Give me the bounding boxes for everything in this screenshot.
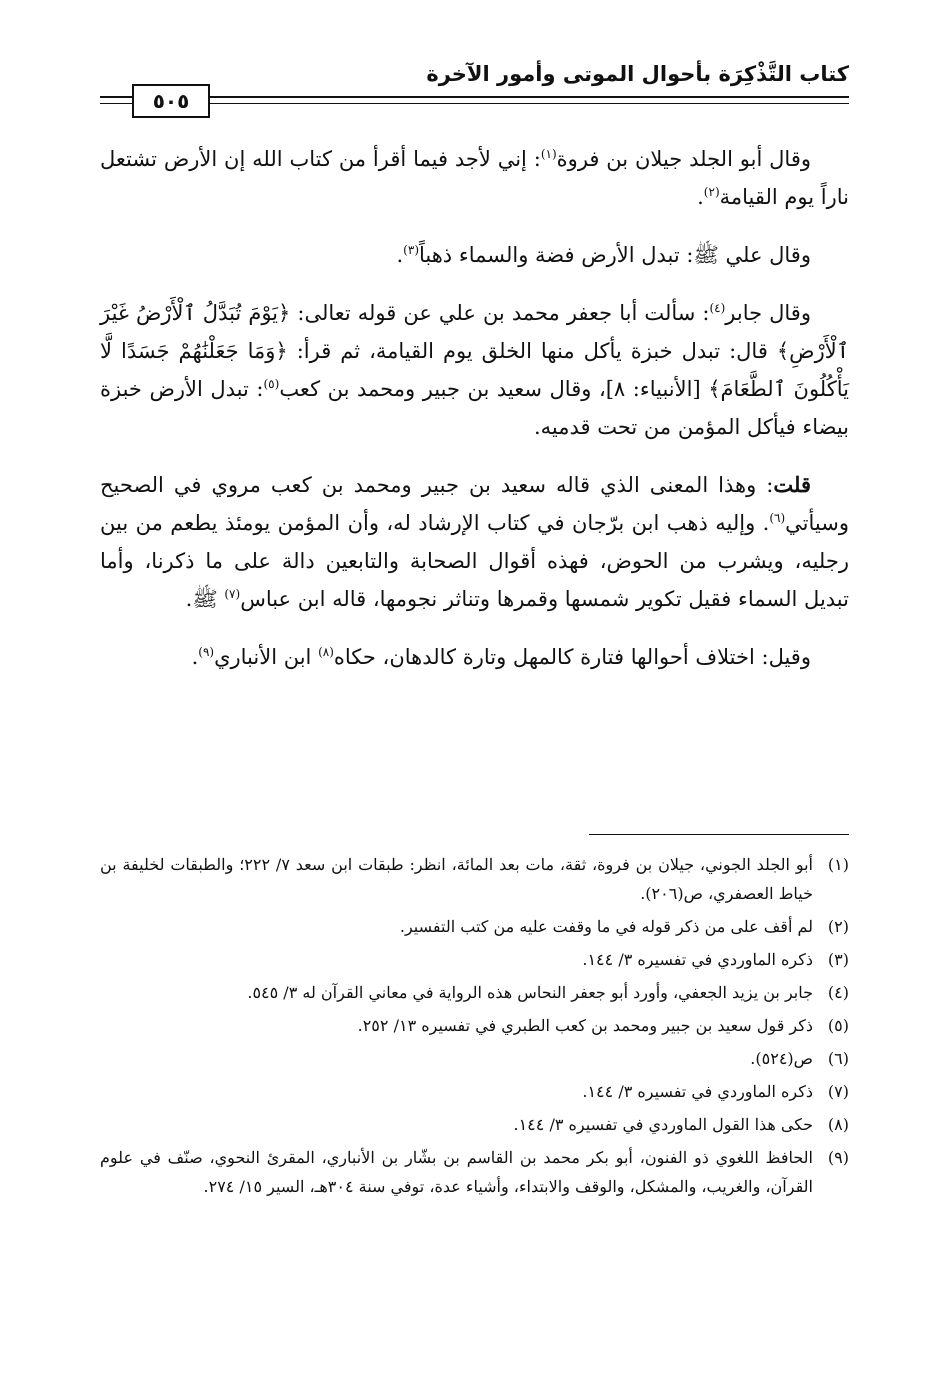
footnote-item [100,912,849,941]
footnote-marker: (٨) [318,645,334,659]
paragraph-text: ابن الأنباري [214,645,319,669]
footnote-number: (٥) [827,1016,849,1035]
paragraph-1 [100,140,849,216]
footnote-marker: (٤) [709,301,726,315]
footnote-text: ذكره الماوردي في تفسيره ٣/ ١٤٤. [582,950,813,969]
footnote-number: (٣) [827,950,849,969]
footnote-marker: (٣) [403,243,419,257]
footnote-separator [589,834,849,835]
footnote-marker: (٢) [703,185,720,199]
paragraph-text: . [396,243,404,267]
footnote-marker: (٧) [224,587,241,601]
page-number: ٥٠٥ [132,84,210,118]
paragraph-text: وقال أبو الجلد جيلان بن فروة [556,147,811,171]
footnote-number: (٢) [827,917,849,936]
paragraph-text: : سألت أبا جعفر محمد بن علي عن قوله تعالى: ﴿يَوْمَ تُبَدَّلُ ٱلْأَرْضُ غَيْرَ ٱلْأَرْضِ﴾ قال: تبدل خبزة يأكل منها الخلق يوم القيامة، ثم قرأ: ﴿وَمَا جَعَلْنَٰهُمْ جَسَدًا لَّا يَأْكُلُونَ ٱلطَّعَامَ﴾ [الأنبياء: ٨]، وقال سعيد بن جبير ومحمد بن كعب [100,301,849,401]
footnote-number: (٨) [827,1115,849,1134]
paragraph-text: . [191,645,199,669]
paragraph-text: وقال جابر [725,301,811,325]
footnotes [100,850,849,1205]
footnote-item [100,1110,849,1139]
footnote-item [100,1044,849,1073]
paragraph-text: . [697,185,704,209]
paragraph-text: وقال علي ﷺ: تبدل الأرض فضة والسماء ذهباً [419,243,811,267]
footnote-number: (٤) [827,983,849,1002]
footnote-marker: (٥) [263,377,280,391]
paragraph-3 [100,294,849,446]
header-rule-thin [100,103,849,104]
paragraph-text: ﷺ. [185,587,225,611]
paragraph-text: : وهذا المعنى الذي قاله سعيد بن جبير ومحمد بن كعب مروي في الصحيح وسيأتي [100,473,849,535]
paragraph-text: : تبدل الأرض خبزة بيضاء فيأكل المؤمن من تحت قدميه. [100,377,849,439]
footnote-marker: (٩) [198,645,215,659]
main-text [100,140,849,696]
footnote-text: ص(٥٢٤). [750,1049,813,1068]
paragraph-text: . وإليه ذهب ابن برّجان في كتاب الإرشاد له، وأن المؤمن يومئذ يطعم من بين رجليه، ويشرب من الحوض، فهذه أقوال الصحابة والتابعين دالة على ما ذكرنا، وأما تبديل السماء فقيل تكوير شمسها وقمرها وتناثر نجومها، قاله ابن عباس [100,511,849,611]
footnote-item [100,850,849,908]
paragraph-2 [100,236,849,274]
footnote-text: جابر بن يزيد الجعفي، وأورد أبو جعفر النحاس هذه الرواية في معاني القرآن له ٣/ ٥٤٥. [247,983,813,1002]
paragraph-text: : إني لأجد فيما أقرأ من كتاب الله إن الأرض تشتعل ناراً يوم القيامة [100,147,849,209]
paragraph-4 [100,466,849,618]
running-title: كتاب التَّذْكِرَة بأحوال الموتى وأمور الآخرة [426,62,849,86]
paragraph-text: وقيل: اختلاف أحوالها فتارة كالمهل وتارة كالدهان، حكاه [333,645,811,669]
footnote-item [100,1143,849,1201]
paragraph-5 [100,638,849,676]
footnote-text: حكى هذا القول الماوردي في تفسيره ٣/ ١٤٤. [513,1115,813,1134]
header-rule [100,96,849,98]
footnote-item [100,1011,849,1040]
footnote-item [100,945,849,974]
footnote-number: (٧) [827,1082,849,1101]
footnote-marker: (١) [540,147,557,161]
footnote-item [100,1077,849,1106]
footnote-item [100,978,849,1007]
footnote-text: ذكره الماوردي في تفسيره ٣/ ١٤٤. [582,1082,813,1101]
footnote-marker: (٦) [769,511,786,525]
footnote-text: الحافظ اللغوي ذو الفنون، أبو بكر محمد بن القاسم بن بشّار بن الأنباري، المقرئ النحوي، صنّف في علوم القرآن، والغريب، والمشكل، والوقف والابتداء، وأشياء عدة، توفي سنة ٣٠٤هـ، السير ١٥/ ٢٧٤. [100,1148,813,1196]
footnote-text: ذكر قول سعيد بن جبير ومحمد بن كعب الطبري في تفسيره ١٣/ ٢٥٢. [357,1016,813,1035]
paragraph-lead: قلت [773,472,811,497]
footnote-text: أبو الجلد الجوني، جيلان بن فروة، ثقة، مات بعد المائة، انظر: طبقات ابن سعد ٧/ ٢٢٢؛ والطبقات لخليفة بن خياط العصفري، ص(٢٠٦). [100,855,814,903]
footnote-number: (٦) [827,1049,849,1068]
footnote-number: (٩) [827,1148,849,1167]
footnote-text: لم أقف على من ذكر قوله في ما وقفت عليه من كتب التفسير. [399,917,813,936]
footnote-number: (١) [827,855,849,874]
